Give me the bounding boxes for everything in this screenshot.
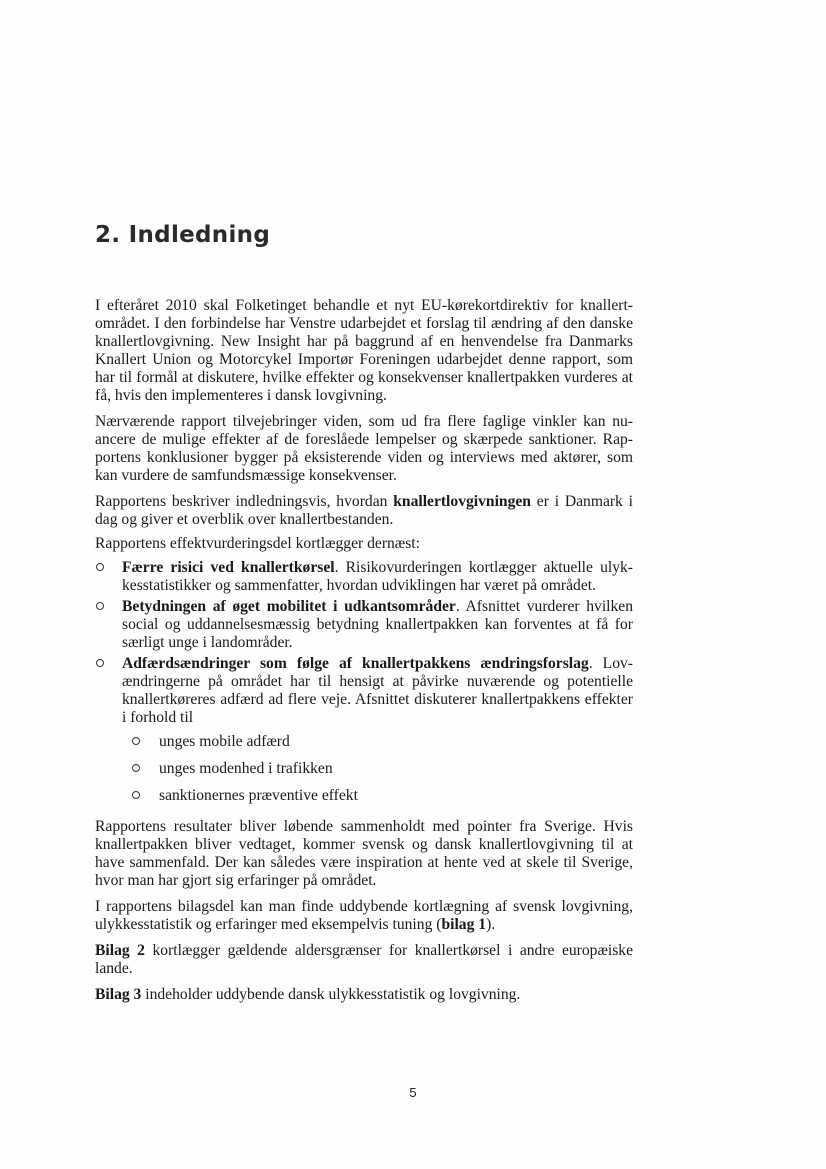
bullet-title: Adfærdsændringer som følge af knallertpakkens ændringsforslag — [122, 655, 589, 672]
paragraph-text: er i Danmark i dag og giver et overblik over knallertbestanden. — [95, 493, 633, 528]
bullet-text: . Lovændringerne på området har til hensigt at påvirke nuværende og potentielle knallertkøreres adfærd ad flere veje. Afsnittet diskuterer knallertpakkens effekter i forhold til — [122, 655, 633, 726]
paragraph-sweden: Rapportens resultater bliver løbende sammenholdt med pointer fra Sverige. Hvis knallertpakken bliver vedtaget, kommer svensk og dansk knallertlovgivning til at have sammenfald. Der kan således være inspiration at hente ved at skele til Sverige, hvor man har gjort sig erfaringer på området. — [95, 818, 633, 889]
effect-bullet-list — [95, 559, 633, 814]
section-heading: 2. Indledning — [95, 222, 271, 248]
page-number: 5 — [409, 1085, 417, 1100]
bullet-text: . Afsnittet vurderer hvilken social og uddannelsesmæssig betydning knallertpakken kan forventes at få for særligt unge i landområder. — [122, 598, 633, 651]
sub-bullet-item — [95, 733, 633, 760]
paragraph-text: I rapportens bilagsdel kan man finde uddybende kortlægning af svensk lovgivning, ulykkesstatistik og erfaringer med eksempelvis tuning ( — [95, 898, 633, 933]
bullet-item — [95, 559, 633, 595]
bold-term: knallertlovgivningen — [393, 493, 531, 510]
sub-bullet-list — [95, 733, 633, 814]
paragraph-effect-intro: Rapportens effektvurderingsdel kortlægger dernæst: — [95, 535, 420, 552]
bullet-title: Færre risici ved knallertkørsel — [122, 559, 335, 576]
paragraph-appendix-2 — [95, 942, 633, 978]
paragraph-appendix-3 — [95, 986, 633, 1004]
paragraph-text: indeholder uddybende dansk ulykkesstatistik og lovgivning. — [141, 986, 521, 1003]
sub-bullet-item — [95, 760, 633, 787]
sub-bullet-item — [95, 787, 633, 814]
sub-bullet-text: unges modenhed i trafikken — [159, 760, 333, 777]
paragraph-appendix-1 — [95, 898, 633, 934]
body-text — [95, 297, 633, 1012]
appendix-ref: Bilag 3 — [95, 986, 142, 1003]
bullet-icon — [96, 659, 104, 667]
sub-bullet-text: sanktionernes præventive effekt — [159, 787, 358, 804]
bullet-item — [95, 598, 633, 652]
paragraph-text: Rapportens beskriver indledningsvis, hvordan — [95, 493, 394, 510]
paragraph-report-knowledge: Nærværende rapport tilvejebringer viden, som ud fra flere faglige vinkler kan nuancere de mulige effekter af de foreslåede lempelser og skærpede sanktioner. Rapportens konklusioner bygger på eksisterende viden og interviews med aktører, som kan vurdere de samfundsmæssige konsekvenser. — [95, 413, 633, 484]
bullet-icon — [96, 563, 104, 571]
sub-bullet-text: unges mobile adfærd — [159, 733, 290, 750]
paragraph-report-overview — [95, 493, 633, 529]
bullet-item — [95, 655, 633, 814]
paragraph-text: kortlægger gældende aldersgrænser for knallertkørsel i andre europæiske lande. — [95, 942, 633, 977]
appendix-ref: Bilag 2 — [95, 942, 145, 959]
paragraph-intro: I efteråret 2010 skal Folketinget behandle et nyt EU-kørekortdirektiv for knallertområdet. I den forbindelse har Venstre udarbejdet et forslag til ændring af den danske knallertlovgivning. New Insight har på baggrund af en henvendelse fra Danmarks Knallert Union og Motorcykel Importør Foreningen udarbejdet denne rapport, som har til formål at diskutere, hvilke effekter og konsekvenser knallertpakken vurderes at få, hvis den implementeres i dansk lovgivning. — [95, 297, 633, 404]
appendix-ref: bilag 1 — [441, 916, 487, 933]
bullet-text: . Risikovurderingen kortlægger aktuelle ulykkesstatistikker og sammenfatter, hvordan udviklingen har været på området. — [122, 559, 633, 594]
bullet-title: Betydningen af øget mobilitet i udkantsområder — [122, 598, 456, 615]
bullet-icon — [132, 791, 140, 799]
bullet-icon — [132, 737, 140, 745]
bullet-icon — [96, 602, 104, 610]
bullet-icon — [132, 764, 140, 772]
paragraph-text: ). — [486, 916, 496, 933]
